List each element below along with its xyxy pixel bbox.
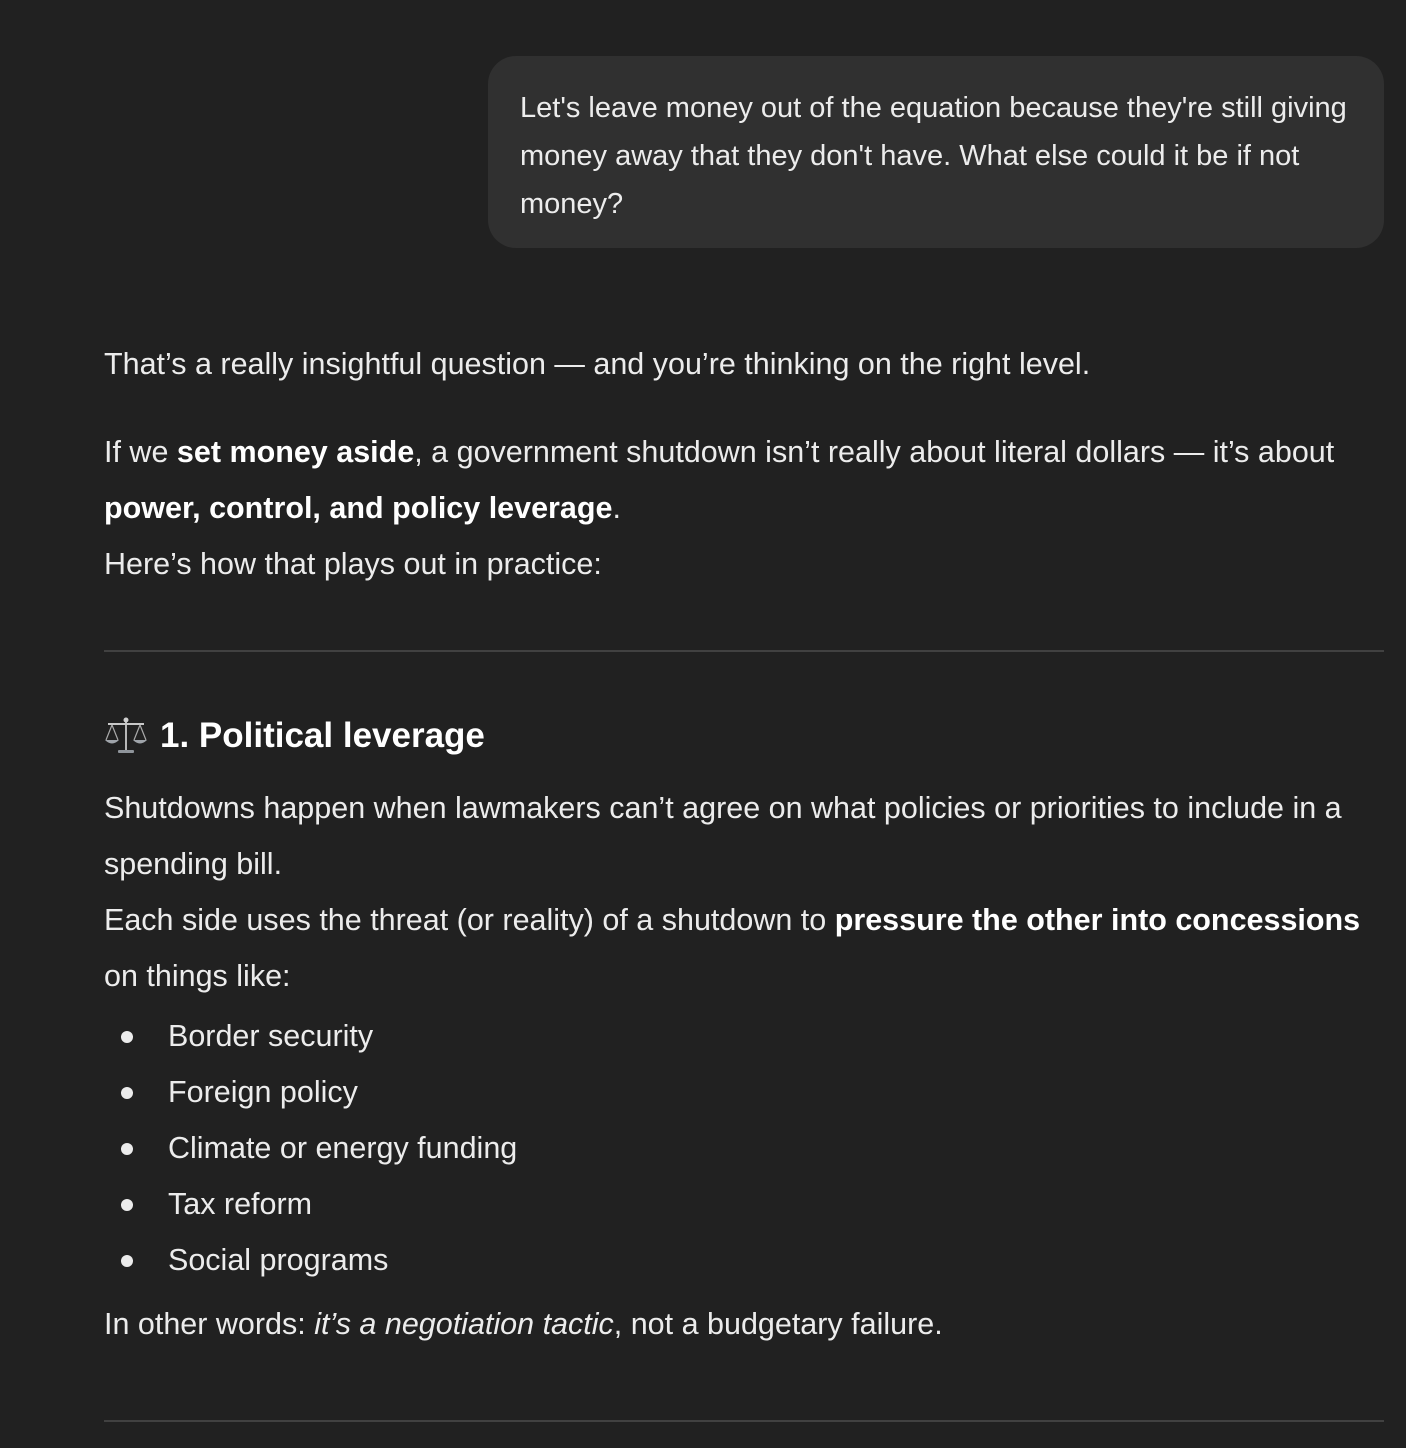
section-body [104, 780, 1384, 1352]
section-heading-text: 1. Political leverage [160, 716, 485, 755]
list-item: Social programs [104, 1232, 1384, 1288]
list-item: Tax reform [104, 1176, 1384, 1232]
money-aside-paragraph: If we set money aside, a government shutdown isn’t really about literal dollars — it’s about power, control, and policy leverage. [104, 435, 1335, 525]
list-item: Border security [104, 1008, 1384, 1064]
bullet-dot [121, 1199, 133, 1211]
pressure-paragraph: Each side uses the threat (or reality) of a shutdown to pressure the other into concessions on things like: [104, 903, 1361, 993]
shutdown-paragraph: Shutdowns happen when lawmakers can’t agree on what policies or priorities to include in a spending bill. [104, 791, 1342, 881]
user-message-bubble [488, 56, 1384, 248]
bullet-dot [121, 1143, 133, 1155]
balance-scale-icon [104, 716, 148, 756]
bold-set-money-aside: set money aside [176, 435, 415, 469]
practice-paragraph: Here’s how that plays out in practice: [104, 547, 602, 581]
bold-pressure: pressure the other into concessions [834, 903, 1361, 937]
bullet-dot [121, 1087, 133, 1099]
bullet-dot [121, 1255, 133, 1267]
closing-paragraph: In other words: it’s a negotiation tactic, not a budgetary failure. [104, 1307, 943, 1341]
section-heading [104, 710, 485, 762]
bullet-dot [121, 1031, 133, 1043]
intro-paragraph: That’s a really insightful question — and you’re thinking on the right level. [104, 347, 1091, 381]
user-message-text: Let's leave money out of the equation because they're still giving money away that they don't have. What else could it be if not money? [520, 92, 1347, 220]
bold-power-control: power, control, and policy leverage [104, 491, 613, 525]
assistant-response [104, 336, 1384, 592]
divider [104, 650, 1384, 652]
bullet-list [104, 1008, 1384, 1288]
italic-negotiation: it’s a negotiation tactic [314, 1307, 614, 1341]
list-item: Foreign policy [104, 1064, 1384, 1120]
divider-bottom [104, 1420, 1384, 1422]
list-item: Climate or energy funding [104, 1120, 1384, 1176]
